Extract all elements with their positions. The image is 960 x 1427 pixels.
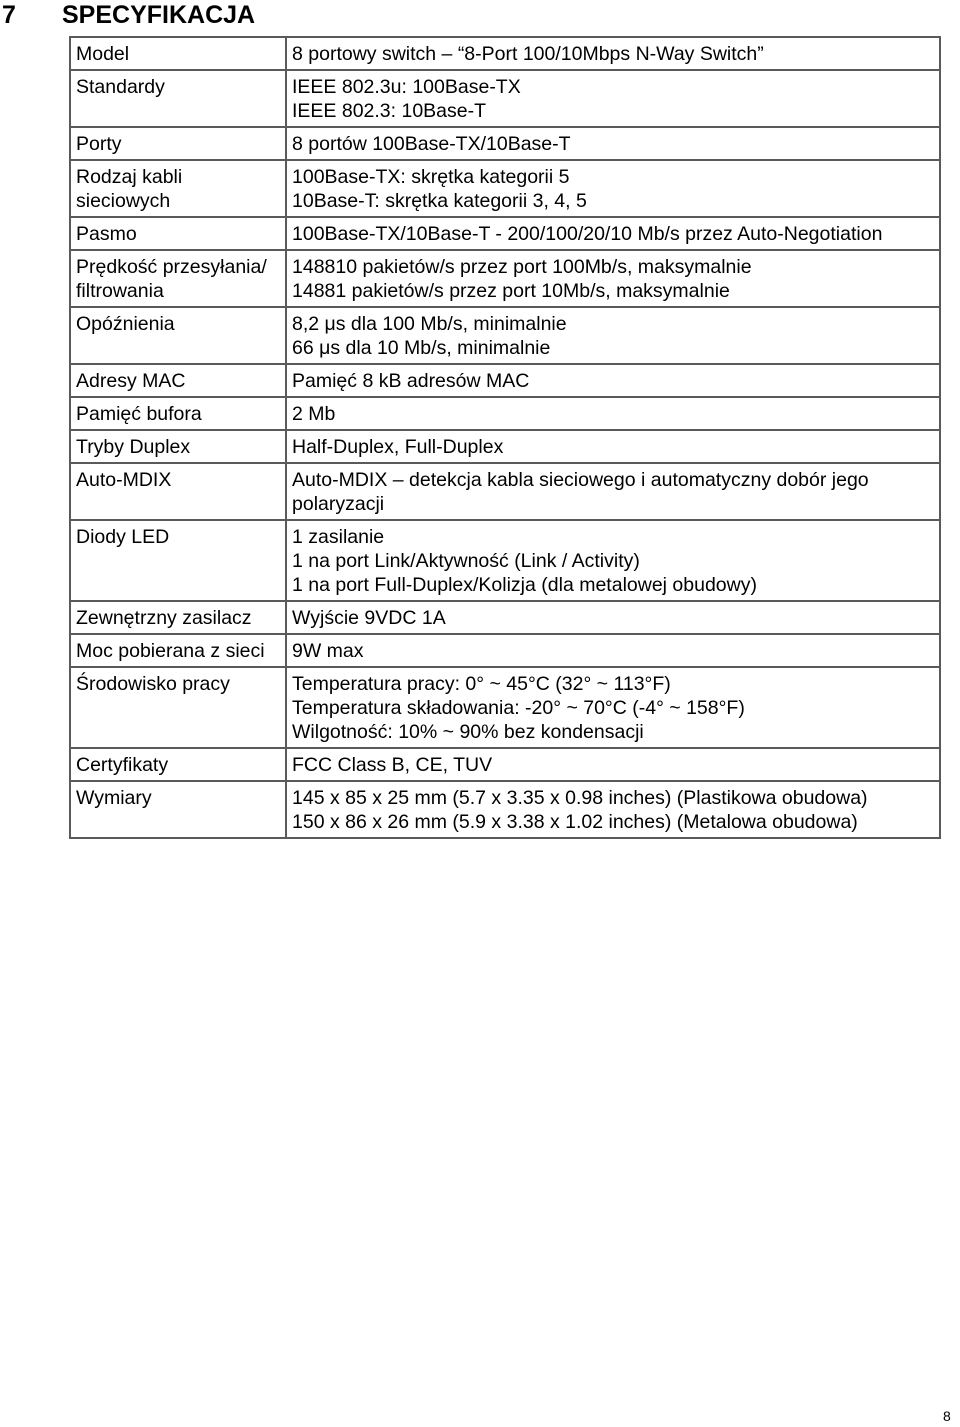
spec-label-cell xyxy=(70,463,286,520)
spec-value: 8,2 μs dla 100 Mb/s, minimalnie xyxy=(292,313,567,335)
spec-label: Porty xyxy=(76,133,122,155)
spec-label: Rodzaj kabli xyxy=(76,166,183,188)
spec-label-cell xyxy=(70,307,286,364)
spec-label-cell xyxy=(70,430,286,463)
spec-label-cell xyxy=(70,70,286,127)
spec-value: Auto-MDIX – detekcja kabla sieciowego i automatyczny dobór jego xyxy=(292,469,869,491)
spec-value: Temperatura składowania: -20° ~ 70°C (-4° ~ 158°F) xyxy=(292,697,745,719)
spec-row xyxy=(70,397,940,430)
spec-label-cell xyxy=(70,127,286,160)
spec-label-cell xyxy=(70,37,286,70)
section-number: 7 xyxy=(2,1,16,29)
spec-value: 2 Mb xyxy=(292,403,336,425)
spec-label: Zewnętrzny zasilacz xyxy=(76,607,252,629)
spec-value-cell xyxy=(286,397,940,430)
spec-value: Wyjście 9VDC 1A xyxy=(292,607,446,629)
spec-value: 150 x 86 x 26 mm (5.9 x 3.38 x 1.02 inches) (Metalowa obudowa) xyxy=(292,811,858,833)
spec-label-cell xyxy=(70,634,286,667)
spec-label-cell xyxy=(70,781,286,838)
spec-row xyxy=(70,160,940,217)
spec-value-cell xyxy=(286,127,940,160)
spec-row xyxy=(70,667,940,748)
section-title: SPECYFIKACJA xyxy=(62,1,256,29)
spec-value: FCC Class B, CE, TUV xyxy=(292,754,493,776)
spec-value-cell xyxy=(286,160,940,217)
spec-value: 8 portów 100Base-TX/10Base-T xyxy=(292,133,571,155)
spec-label: Prędkość przesyłania/ xyxy=(76,256,267,278)
spec-label: Diody LED xyxy=(76,526,170,548)
spec-label-cell xyxy=(70,520,286,601)
spec-table xyxy=(69,36,941,839)
spec-row xyxy=(70,250,940,307)
spec-value-cell xyxy=(286,667,940,748)
spec-value: 100Base-TX/10Base-T - 200/100/20/10 Mb/s przez Auto-Negotiation xyxy=(292,223,883,245)
spec-value: Wilgotność: 10% ~ 90% bez kondensacji xyxy=(292,721,644,743)
spec-label-cell xyxy=(70,397,286,430)
spec-value: 145 x 85 x 25 mm (5.7 x 3.35 x 0.98 inches) (Plastikowa obudowa) xyxy=(292,787,868,809)
spec-value-cell xyxy=(286,601,940,634)
spec-label: Standardy xyxy=(76,76,165,98)
spec-label: filtrowania xyxy=(76,280,164,302)
spec-value: 14881 pakietów/s przez port 10Mb/s, maksymalnie xyxy=(292,280,730,302)
spec-label-cell xyxy=(70,160,286,217)
spec-row xyxy=(70,307,940,364)
spec-value: 1 na port Link/Aktywność (Link / Activity) xyxy=(292,550,640,572)
spec-label: Tryby Duplex xyxy=(76,436,191,458)
spec-value-cell xyxy=(286,634,940,667)
spec-table-body xyxy=(70,37,940,838)
spec-row xyxy=(70,37,940,70)
spec-value-cell xyxy=(286,463,940,520)
spec-value: 100Base-TX: skrętka kategorii 5 xyxy=(292,166,570,188)
spec-label: Wymiary xyxy=(76,787,152,809)
spec-row xyxy=(70,463,940,520)
spec-row xyxy=(70,430,940,463)
spec-value-cell xyxy=(286,781,940,838)
spec-label: Moc pobierana z sieci xyxy=(76,640,265,662)
spec-value-cell xyxy=(286,250,940,307)
spec-value: 9W max xyxy=(292,640,364,662)
spec-label-cell xyxy=(70,748,286,781)
spec-label: Adresy MAC xyxy=(76,370,186,392)
spec-label: Pamięć bufora xyxy=(76,403,202,425)
spec-label-cell xyxy=(70,250,286,307)
spec-value-cell xyxy=(286,217,940,250)
spec-value: 8 portowy switch – “8-Port 100/10Mbps N-Way Switch” xyxy=(292,43,764,65)
spec-label: sieciowych xyxy=(76,190,171,212)
spec-label-cell xyxy=(70,217,286,250)
spec-value: 1 na port Full-Duplex/Kolizja (dla metalowej obudowy) xyxy=(292,574,757,596)
spec-value: 66 μs dla 10 Mb/s, minimalnie xyxy=(292,337,551,359)
spec-label: Środowisko pracy xyxy=(76,673,230,695)
spec-value-cell xyxy=(286,364,940,397)
spec-row xyxy=(70,748,940,781)
spec-label: Model xyxy=(76,43,130,65)
spec-value-cell xyxy=(286,37,940,70)
spec-label: Pasmo xyxy=(76,223,137,245)
spec-label: Opóźnienia xyxy=(76,313,175,335)
spec-value: 10Base-T: skrętka kategorii 3, 4, 5 xyxy=(292,190,587,212)
spec-row xyxy=(70,634,940,667)
spec-row xyxy=(70,127,940,160)
spec-value-cell xyxy=(286,307,940,364)
spec-value-cell xyxy=(286,748,940,781)
spec-label: Certyfikaty xyxy=(76,754,169,776)
spec-row xyxy=(70,217,940,250)
spec-value: IEEE 802.3: 10Base-T xyxy=(292,100,487,122)
spec-value: Temperatura pracy: 0° ~ 45°C (32° ~ 113°F) xyxy=(292,673,671,695)
spec-row xyxy=(70,520,940,601)
spec-value-cell xyxy=(286,520,940,601)
spec-value-cell xyxy=(286,430,940,463)
page-number: 8 xyxy=(943,1408,951,1424)
spec-value: Pamięć 8 kB adresów MAC xyxy=(292,370,530,392)
spec-label-cell xyxy=(70,601,286,634)
spec-row xyxy=(70,781,940,838)
spec-label: Auto-MDIX xyxy=(76,469,172,491)
spec-row xyxy=(70,601,940,634)
spec-label-cell xyxy=(70,667,286,748)
spec-value: 1 zasilanie xyxy=(292,526,385,548)
spec-value: 148810 pakietów/s przez port 100Mb/s, maksymalnie xyxy=(292,256,752,278)
spec-value-cell xyxy=(286,70,940,127)
spec-row xyxy=(70,70,940,127)
spec-value: polaryzacji xyxy=(292,493,385,515)
spec-label-cell xyxy=(70,364,286,397)
spec-value: Half-Duplex, Full-Duplex xyxy=(292,436,504,458)
spec-row xyxy=(70,364,940,397)
spec-value: IEEE 802.3u: 100Base-TX xyxy=(292,76,521,98)
